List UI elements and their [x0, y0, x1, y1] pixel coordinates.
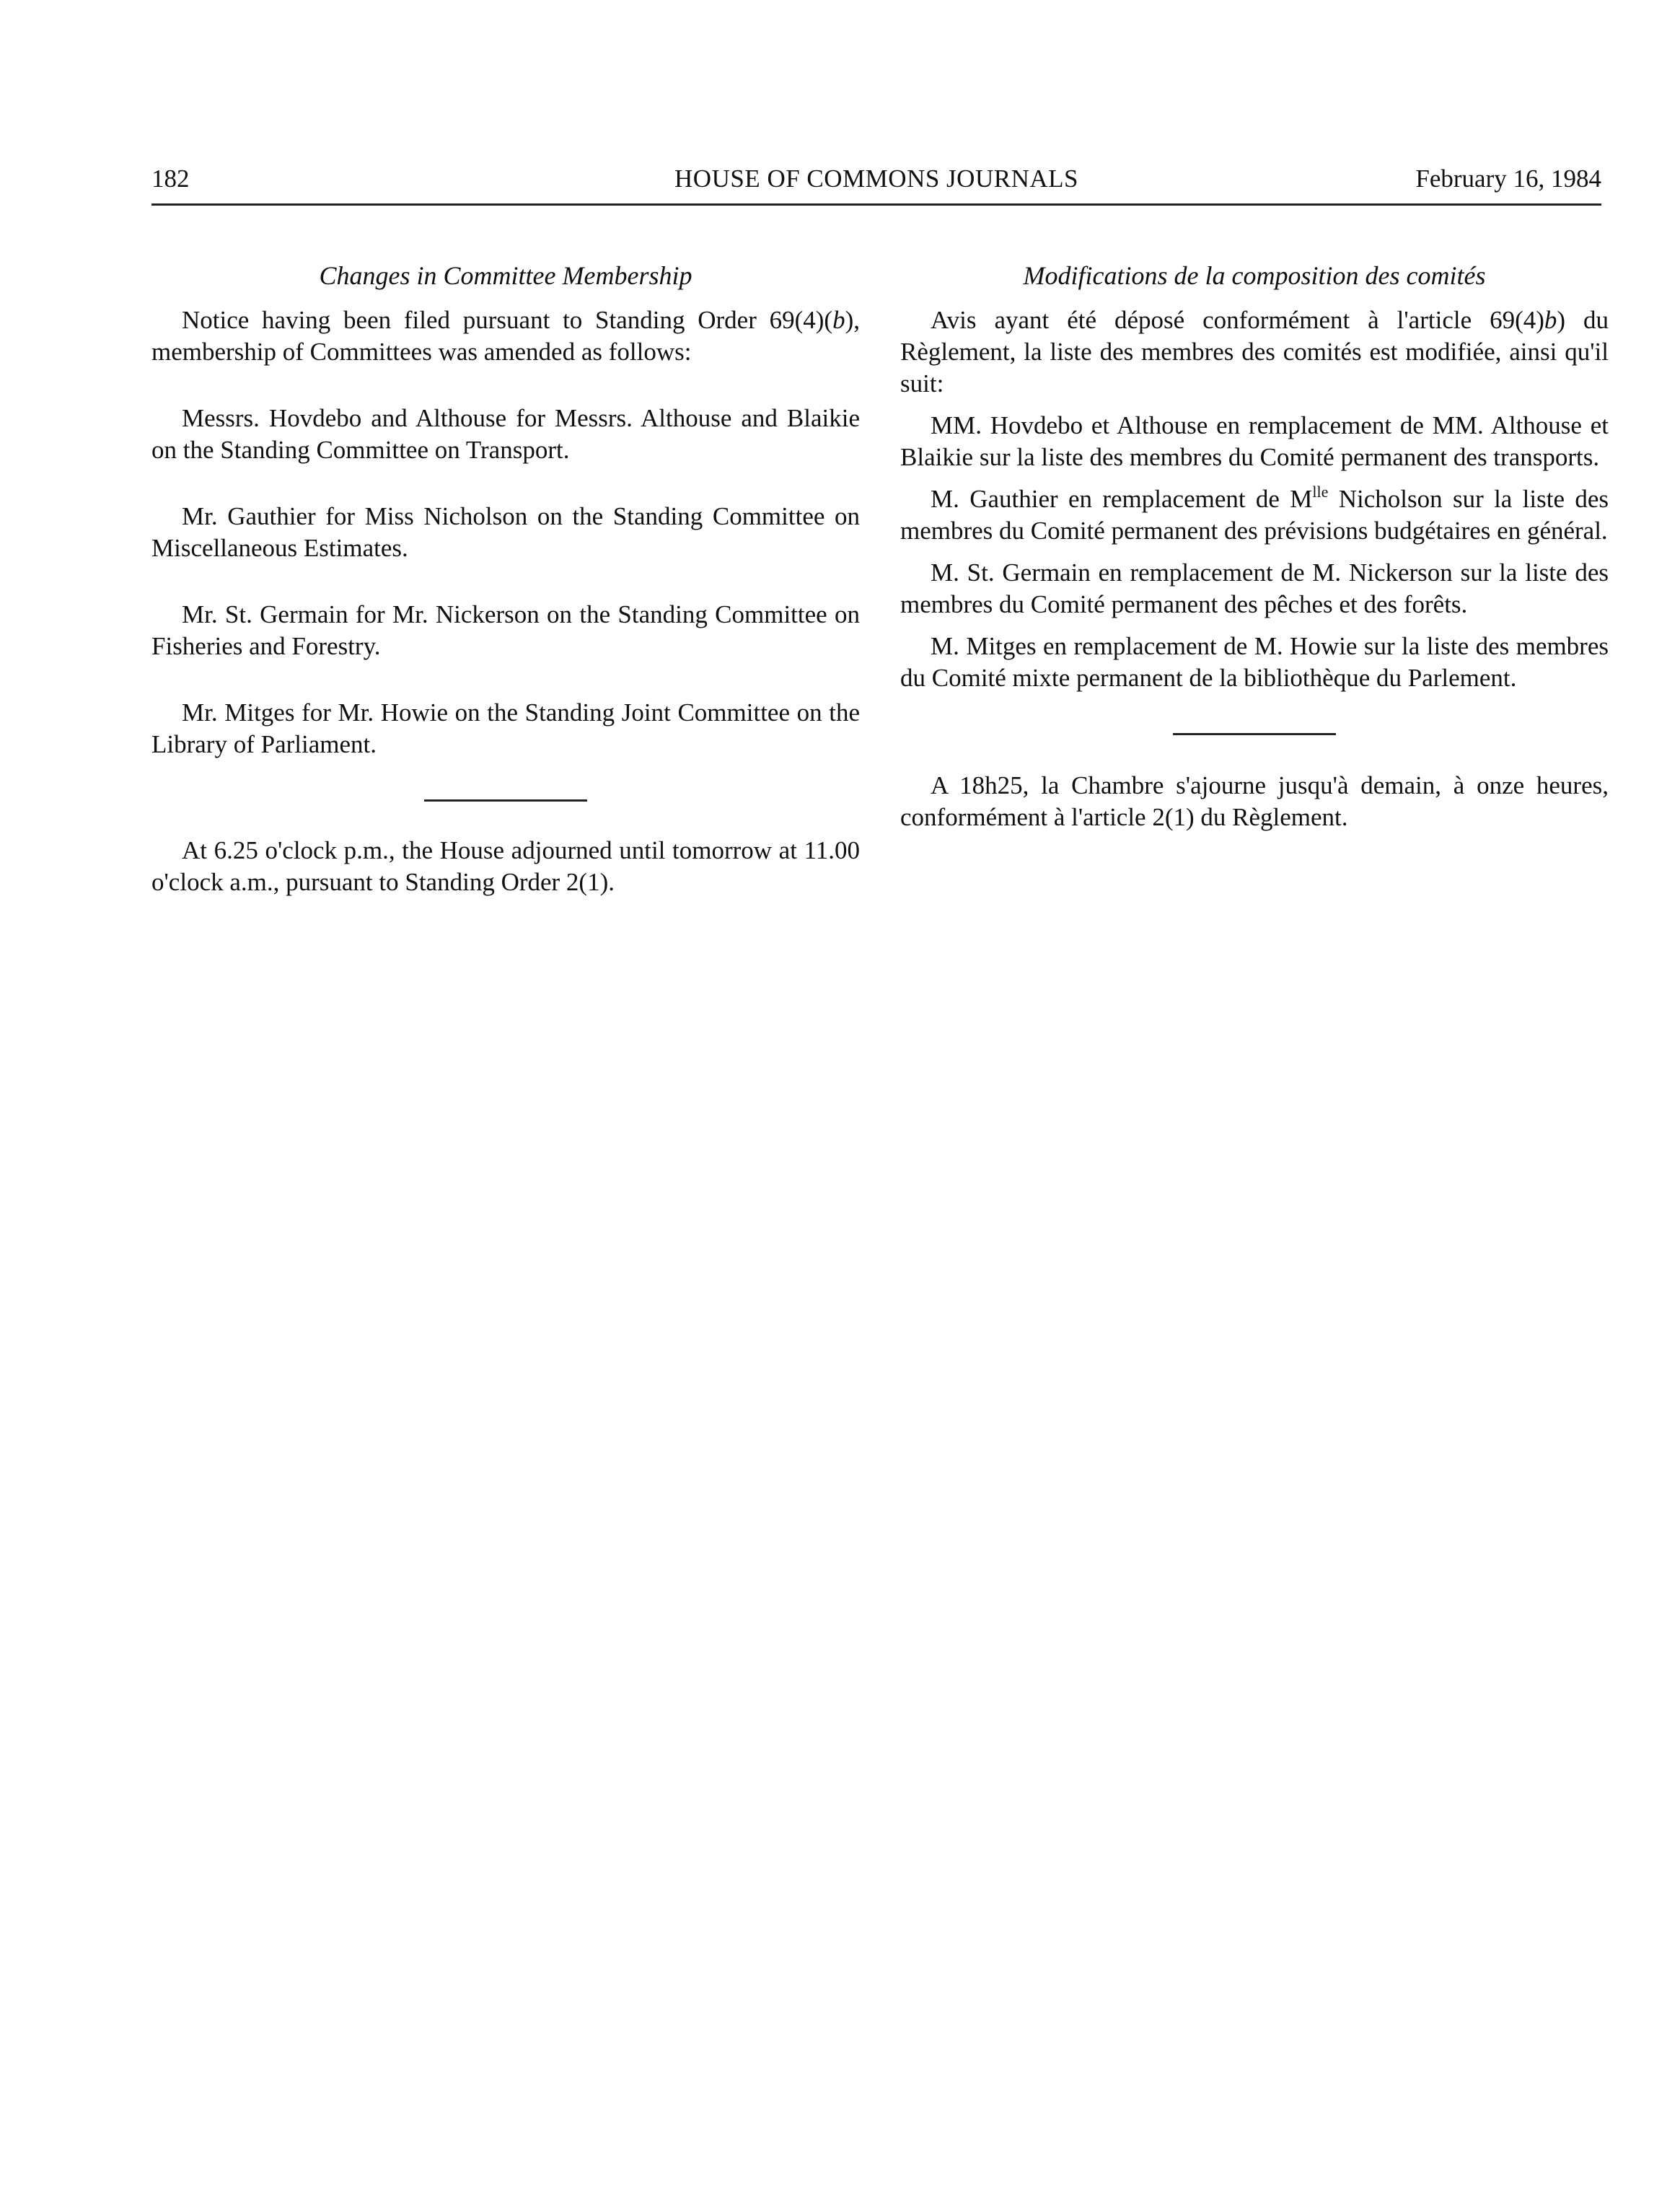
english-change-4: Mr. Mitges for Mr. Howie on the Standing Joint Committee on the Library of Parliament.	[151, 698, 860, 758]
journal-date: February 16, 1984	[1415, 165, 1601, 193]
french-section-rule	[1173, 733, 1336, 735]
french-change-1: MM. Hovdebo et Althouse en remplacement de MM. Althouse et Blaikie sur la liste des membres du Comité permanent des transports.	[900, 411, 1609, 471]
french-change-2: M. Gauthier en remplacement de $M^{lle}$ Nicholson sur la liste des membres du Comité permanent des prévisions budgétaires en général.	[900, 483, 1609, 545]
journal-title: HOUSE OF COMMONS JOURNALS	[674, 165, 1078, 193]
english-section-rule	[424, 799, 587, 802]
english-change-2: Mr. Gauthier for Miss Nicholson on the Standing Committee on Miscellaneous Estimates.	[151, 502, 860, 562]
english-column	[151, 260, 860, 898]
french-change-3: M. St. Germain en remplacement de M. Nickerson sur la liste des membres du Comité permanent des pêches et des forêts.	[900, 558, 1609, 618]
french-notice: Avis ayant été déposé conformément à l'article 69(4)b) du Règlement, la liste des membres des comités est modifiée, ainsi qu'il suit:	[900, 306, 1609, 398]
english-change-1: Messrs. Hovdebo and Althouse for Messrs. Althouse and Blaikie on the Standing Committee on Transport.	[151, 404, 860, 464]
french-change-4: M. Mitges en remplacement de M. Howie sur la liste des membres du Comité mixte permanent de la bibliothèque du Parlement.	[900, 632, 1609, 692]
french-column	[900, 260, 1609, 833]
english-change-3: Mr. St. Germain for Mr. Nickerson on the Standing Committee on Fisheries and Forestry.	[151, 600, 860, 660]
english-notice: Notice having been filed pursuant to Standing Order 69(4)(b), membership of Committees was amended as follows:	[151, 306, 860, 366]
french-heading: Modifications de la composition des comités	[1023, 261, 1486, 290]
french-adjournment: A 18h25, la Chambre s'ajourne jusqu'à demain, à onze heures, conformément à l'article 2(1) du Règlement.	[900, 771, 1609, 831]
page-number: 182	[151, 165, 190, 193]
english-adjournment: At 6.25 o'clock p.m., the House adjourned until tomorrow at 11.00 o'clock a.m., pursuant to Standing Order 2(1).	[151, 836, 860, 896]
english-heading: Changes in Committee Membership	[319, 261, 692, 290]
page-header	[151, 160, 1601, 206]
